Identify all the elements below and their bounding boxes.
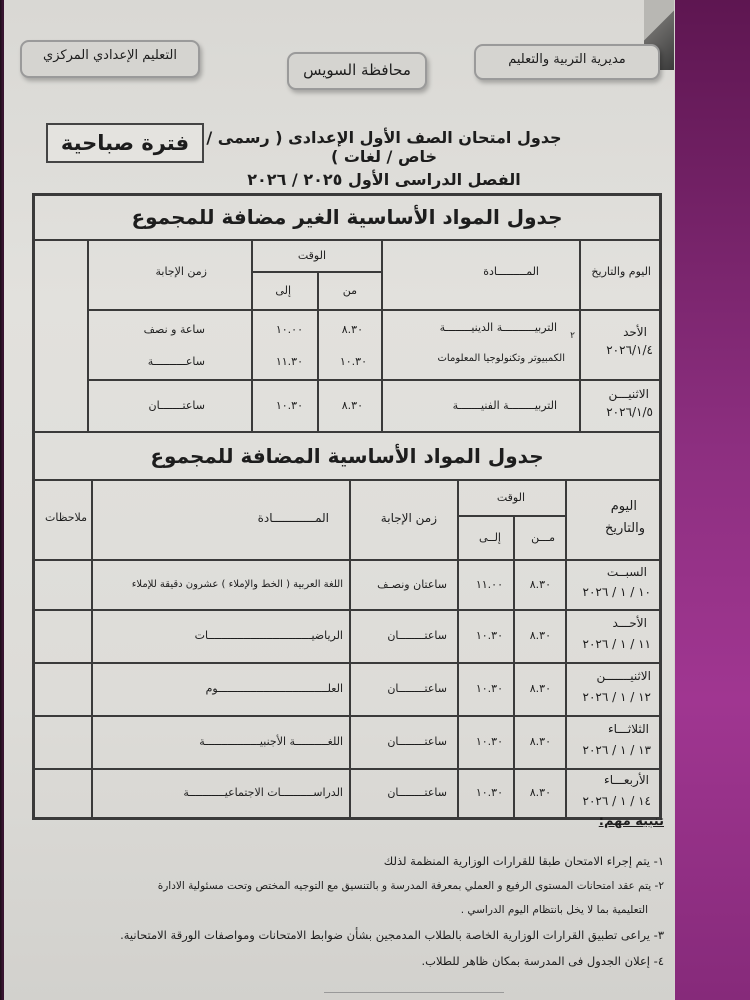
table2-header-time — [458, 480, 566, 516]
row-to: ١١.٠٠ — [475, 578, 503, 591]
row-duration: ساعتـــــــان — [148, 399, 205, 412]
table-row — [458, 716, 514, 769]
table-row — [350, 716, 458, 769]
row-duration: ساعتــــــــان — [387, 682, 447, 695]
table1-header-from-label: من — [342, 284, 357, 297]
table2-header-from — [514, 516, 566, 560]
table1-header-from — [318, 272, 382, 310]
table2-header-notes — [34, 480, 92, 560]
row-date: ١٢ / ١ / ٢٠٢٦ — [582, 690, 651, 704]
row-subject: اللغة العربية ( الخط والإملاء ) عشرون دقيقة للإملاء — [131, 579, 343, 590]
row-from: ٨.٣٠ — [529, 629, 551, 642]
row-day: السبــت — [606, 565, 647, 579]
table-row — [458, 769, 514, 818]
table-row — [92, 716, 350, 769]
exam-schedule-document — [4, 0, 674, 1000]
table1-header-day-label: اليوم والتاريخ — [591, 265, 651, 278]
row-subject: الدراســــــــــات الاجتماعيـــــــــــة — [183, 786, 343, 799]
table2-header-from-label: مـــن — [531, 531, 555, 544]
table1-header-subject-label: المـــــــــادة — [483, 265, 539, 278]
schedule-sheet — [32, 193, 662, 820]
row-from: ٨.٣٠ — [529, 682, 551, 695]
document-title — [204, 128, 564, 189]
table1-header-time-label: الوقت — [297, 249, 326, 262]
table1-header-to — [252, 272, 318, 310]
governorate-label: محافظة السويس — [287, 52, 427, 90]
row-from: ٨.٣٠ — [341, 399, 363, 412]
row-from: ١٠.٣٠ — [339, 355, 367, 368]
table1-header-day — [580, 240, 660, 310]
row-to: ١٠.٣٠ — [475, 629, 503, 642]
background-band — [675, 0, 750, 1000]
table-row — [318, 380, 382, 432]
row-duration: ساعة و نصف — [143, 323, 205, 336]
period-label: فترة صباحية — [46, 123, 204, 163]
table-row — [92, 560, 350, 610]
row-from: ٨.٣٠ — [529, 578, 551, 591]
table1-empty-column — [34, 240, 88, 432]
table-row — [458, 610, 514, 663]
table-row — [92, 610, 350, 663]
notes-item: ٤- إعلان الجدول فى المدرسة بمكان ظاهر للطلاب. — [421, 954, 664, 968]
row-duration: ساعتــــــــان — [387, 629, 447, 642]
table-row — [566, 769, 660, 818]
table2-header-subject-label: المــــــــــــادة — [257, 511, 329, 525]
row-date: ١٠ / ١ / ٢٠٢٦ — [582, 585, 651, 599]
row-day: الاثنيـــن — [608, 387, 649, 401]
table-row — [34, 716, 92, 769]
row-subject: التربيــــــــــة الدينيــــــــة — [439, 321, 557, 334]
row-subject: الرياضيــــــــــــــــــــــــــــــــات — [194, 629, 343, 642]
table2-header-date-label: والتاريخ — [604, 521, 645, 536]
row-mark: ٢ — [570, 331, 575, 341]
table-row — [458, 560, 514, 610]
table1-header-duration-label: زمن الإجابة — [155, 265, 207, 278]
row-date: ١٤ / ١ / ٢٠٢٦ — [582, 794, 651, 808]
row-from: ٨.٣٠ — [529, 735, 551, 748]
row-date: ٢٠٢٦/١/٥ — [606, 405, 653, 419]
row-day: الأحد — [623, 325, 647, 339]
table-row — [88, 310, 252, 380]
table2-header-day-label: اليوم — [610, 499, 637, 514]
table2-header-duration — [350, 480, 458, 560]
row-to: ١٠.٣٠ — [475, 682, 503, 695]
table1-title: جدول المواد الأساسية الغير مضافة للمجموع — [34, 195, 660, 240]
table-row — [252, 380, 318, 432]
table-row — [92, 663, 350, 716]
table1-header-subject — [382, 240, 580, 310]
title-line-1: جدول امتحان الصف الأول الإعدادى ( رسمى / خاص / لغات ) — [206, 128, 562, 166]
table-row — [382, 310, 580, 380]
row-from: ٨.٣٠ — [529, 786, 551, 799]
table-row — [350, 769, 458, 818]
table2-header-day — [566, 480, 660, 560]
row-date: ١١ / ١ / ٢٠٢٦ — [582, 637, 651, 651]
row-date: ٢٠٢٦/١/٤ — [606, 343, 653, 357]
table-row — [514, 610, 566, 663]
row-day: الثلاثـــاء — [608, 722, 649, 736]
table-row — [566, 663, 660, 716]
row-subject: اللغــــــــــة الأجنبيـــــــــــــــــة — [199, 735, 343, 748]
table-row — [34, 610, 92, 663]
row-from: ٨.٣٠ — [341, 323, 363, 336]
table-row — [566, 716, 660, 769]
table-row — [580, 310, 660, 380]
row-day: الأربعـــاء — [604, 773, 649, 787]
table-row — [350, 663, 458, 716]
table-row — [34, 769, 92, 818]
notes-title: تنبيه مهم: — [598, 814, 664, 829]
table-row — [350, 610, 458, 663]
signature-line — [324, 992, 504, 1000]
row-duration: ساعــــــــــة — [147, 355, 205, 368]
row-to: ١٠.٣٠ — [275, 399, 303, 412]
table1-header-time — [252, 240, 382, 272]
notes-item: التعليمية بما لا يخل بانتظام اليوم الدراسي . — [460, 904, 648, 916]
table1-header-duration — [88, 240, 252, 310]
table2-header-duration-label: زمن الإجابة — [380, 511, 437, 525]
table1-header-to-label: إلى — [275, 284, 291, 297]
row-duration: ساعتــــــــان — [387, 735, 447, 748]
row-to: ١١.٣٠ — [275, 355, 303, 368]
row-to: ١٠.٣٠ — [475, 786, 503, 799]
row-subject: التربيــــــــة الفنيـــــــة — [452, 399, 557, 412]
directorate-label: مديرية التربية والتعليم — [474, 44, 660, 80]
title-line-2: الفصل الدراسى الأول ٢٠٢٥ / ٢٠٢٦ — [247, 170, 521, 189]
table2-header-subject — [92, 480, 350, 560]
row-to: ١٠.٠٠ — [275, 323, 303, 336]
table-row — [252, 310, 318, 380]
row-date: ١٣ / ١ / ٢٠٢٦ — [582, 743, 651, 757]
table2-header-to — [458, 516, 514, 560]
notes-item: ٢- يتم عقد امتحانات المستوى الرفيع و العملي بمعرفة المدرسة و بالتنسيق مع التوجيه المختص وتحت مسئولية الادارة — [157, 880, 664, 892]
table2-header-to-label: إلــى — [478, 531, 501, 544]
table2-header-time-label: الوقت — [496, 491, 525, 504]
table-row — [92, 769, 350, 818]
table-row — [34, 663, 92, 716]
table-row — [34, 560, 92, 610]
row-duration: ساعتــــــــان — [387, 786, 447, 799]
row-duration: ساعتان ونصـف — [377, 578, 447, 591]
table-row — [382, 380, 580, 432]
row-day: الاثنيـــــــن — [596, 669, 651, 683]
table-row — [514, 716, 566, 769]
table-row — [514, 663, 566, 716]
notes-item: ٣- يراعى تطبيق القرارات الوزارية الخاصة بالطلاب المدمجين بشأن ضوابط الامتحانات ومواصفات الورقة الامتحانية. — [120, 928, 664, 942]
table-row — [458, 663, 514, 716]
row-subject: الكمبيوتر وتكنولوجيا المعلومات — [437, 353, 565, 364]
table2-header-notes-label: ملاحظات — [45, 511, 87, 524]
table-row — [566, 560, 660, 610]
department-label: التعليم الإعدادي المركزي — [20, 40, 200, 78]
row-day: الأحـــد — [612, 616, 647, 630]
table-row — [514, 769, 566, 818]
notes-item: ١- يتم إجراء الامتحان طبقا للقرارات الوزارية المنظمة لذلك — [383, 854, 664, 868]
table-row — [580, 380, 660, 432]
table-row — [350, 560, 458, 610]
table-row — [88, 380, 252, 432]
row-to: ١٠.٣٠ — [475, 735, 503, 748]
row-subject: العلــــــــــــــــــــــــــــــــــوم — [205, 682, 343, 695]
table2-title: جدول المواد الأساسية المضافة للمجموع — [34, 432, 660, 480]
table-row — [514, 560, 566, 610]
table-row — [318, 310, 382, 380]
table-row — [566, 610, 660, 663]
